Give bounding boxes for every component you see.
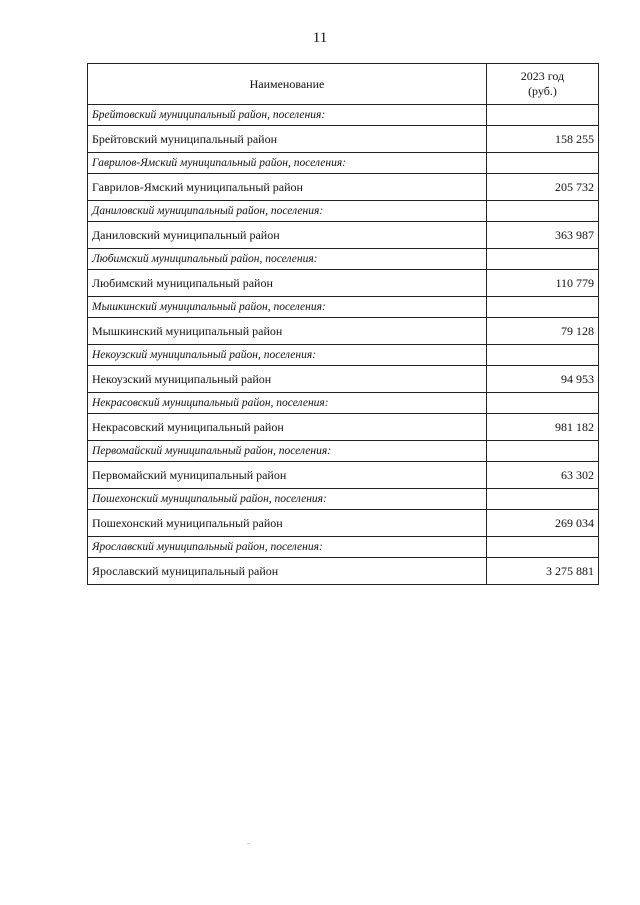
amount-cell: 269 034 (486, 510, 598, 537)
column-header-name: Наименование (88, 64, 487, 105)
amount-cell: 158 255 (486, 126, 598, 153)
table-header (88, 64, 599, 105)
group-row (88, 297, 599, 318)
table-row (88, 366, 599, 393)
group-label: Брейтовский муниципальный район, поселения: (88, 105, 487, 126)
group-row (88, 393, 599, 414)
district-name: Брейтовский муниципальный район (88, 126, 487, 153)
amount-cell: 205 732 (486, 174, 598, 201)
district-name: Даниловский муниципальный район (88, 222, 487, 249)
table-row (88, 510, 599, 537)
table-row (88, 558, 599, 585)
amount-cell: 79 128 (486, 318, 598, 345)
column-header-unit: (руб.) (528, 84, 557, 98)
district-name: Пошехонский муниципальный район (88, 510, 487, 537)
amount-cell (486, 297, 598, 318)
group-label: Пошехонский муниципальный район, поселения: (88, 489, 487, 510)
district-name: Некрасовский муниципальный район (88, 414, 487, 441)
amount-cell: 3 275 881 (486, 558, 598, 585)
amount-cell (486, 201, 598, 222)
column-header-year-label: 2023 год (520, 69, 565, 83)
group-row (88, 441, 599, 462)
table-row (88, 222, 599, 249)
amount-cell: 110 779 (486, 270, 598, 297)
group-label: Некрасовский муниципальный район, поселения: (88, 393, 487, 414)
group-row (88, 105, 599, 126)
group-label: Мышкинский муниципальный район, поселения: (88, 297, 487, 318)
amount-cell (486, 345, 598, 366)
table-body (88, 105, 599, 585)
amount-cell (486, 537, 598, 558)
amount-cell (486, 393, 598, 414)
budget-table (87, 63, 599, 585)
group-label: Первомайский муниципальный район, поселения: (88, 441, 487, 462)
page-number: 11 (312, 30, 328, 46)
table-row (88, 270, 599, 297)
district-name: Ярославский муниципальный район (88, 558, 487, 585)
district-name: Гаврилов-Ямский муниципальный район (88, 174, 487, 201)
table-row (88, 414, 599, 441)
header-row (88, 64, 599, 105)
district-name: Мышкинский муниципальный район (88, 318, 487, 345)
amount-cell: 981 182 (486, 414, 598, 441)
group-row (88, 489, 599, 510)
table-row (88, 174, 599, 201)
amount-cell (486, 249, 598, 270)
amount-cell (486, 441, 598, 462)
group-label: Даниловский муниципальный район, поселения: (88, 201, 487, 222)
group-label: Любимский муниципальный район, поселения: (88, 249, 487, 270)
amount-cell: 363 987 (486, 222, 598, 249)
district-name: Любимский муниципальный район (88, 270, 487, 297)
amount-cell (486, 489, 598, 510)
amount-cell: 63 302 (486, 462, 598, 489)
amount-cell (486, 105, 598, 126)
amount-cell: 94 953 (486, 366, 598, 393)
table-row (88, 318, 599, 345)
district-name: Некоузский муниципальный район (88, 366, 487, 393)
table-row (88, 462, 599, 489)
group-label: Некоузский муниципальный район, поселения: (88, 345, 487, 366)
scan-mark (247, 843, 250, 844)
column-header-year (486, 64, 598, 105)
group-row (88, 153, 599, 174)
group-row (88, 345, 599, 366)
table-row (88, 126, 599, 153)
district-name: Первомайский муниципальный район (88, 462, 487, 489)
group-label: Ярославский муниципальный район, поселения: (88, 537, 487, 558)
group-row (88, 537, 599, 558)
group-row (88, 249, 599, 270)
group-label: Гаврилов-Ямский муниципальный район, поселения: (88, 153, 487, 174)
group-row (88, 201, 599, 222)
amount-cell (486, 153, 598, 174)
